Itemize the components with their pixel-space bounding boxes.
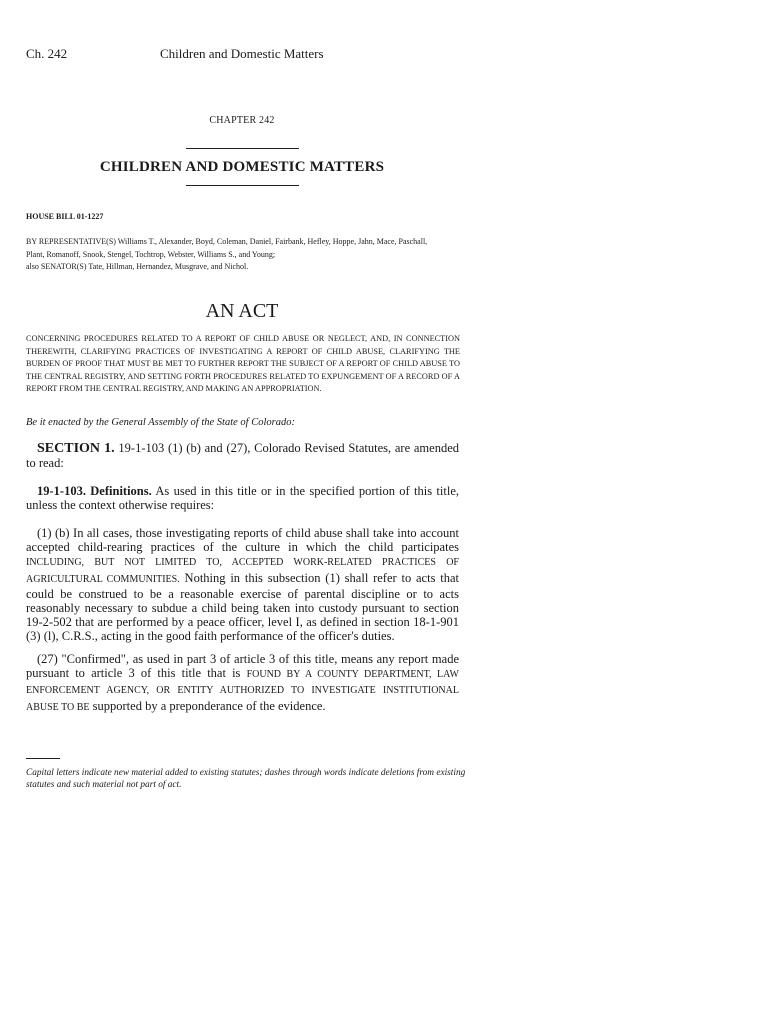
- paragraph-27-text-cont: supported by a preponderance of the evidence.: [89, 698, 326, 713]
- sponsors-block: [26, 236, 466, 274]
- paragraph-1b-text-cont: Nothing in this subsection (1) shall refer to acts that could be construed to be a reasonable exercise of parental discipline or to acts reasonably necessary to subdue a child being taken into custody pursuant to section 19-2-502 that are performed by a peace officer, level I, as defined in section 18-1-901 (3) (l), C.R.S., acting in the good faith performance of the officer's duties.: [26, 570, 459, 644]
- chapter-short: Ch. 242: [26, 46, 68, 61]
- sponsors-line: also SENATOR(S) Tate, Hillman, Hernandez, Musgrave, and Nichol.: [26, 262, 249, 271]
- running-title: Children and Domestic Matters: [160, 46, 324, 61]
- footnote: Capital letters indicate new material added to existing statutes; dashes through words indicate deletions from existing statutes and such material not part of act.: [26, 768, 466, 790]
- bill-number: HOUSE BILL 01-1227: [26, 212, 104, 221]
- definitions-paragraph: [26, 484, 459, 512]
- page-title: CHILDREN AND DOMESTIC MATTERS: [99, 159, 385, 175]
- paragraph-27-new-material: FOUND BY A COUNTY DEPARTMENT, LAW ENFORCEMENT AGENCY, OR ENTITY AUTHORIZED TO INVESTIGATE INSTITUTIONAL ABUSE TO BE: [26, 669, 459, 713]
- enacting-clause: Be it enacted by the General Assembly of the State of Colorado:: [26, 417, 295, 428]
- concerning-clause: CONCERNING PROCEDURES RELATED TO A REPORT OF CHILD ABUSE OR NEGLECT, AND, IN CONNECTION THEREWITH, CLARIFYING PRACTICES OF INVESTIGATING A REPORT OF CHILD ABUSE, CLARIFYING THE BURDEN OF PROOF THAT MUST BE MET TO FURTHER REPORT THE SUBJECT OF A REPORT OF CHILD ABUSE TO THE CENTRAL REGISTRY, AND SETTING FORTH PROCEDURES RELATED TO EXPUNGEMENT OF A RECORD OF A REPORT FROM THE CENTRAL REGISTRY, AND MAKING AN APPROPRIATION.: [26, 334, 460, 393]
- definitions-lead: 19-1-103. Definitions.: [37, 484, 152, 498]
- act-heading: AN ACT: [205, 300, 279, 322]
- sponsors-line: BY REPRESENTATIVE(S) Williams T., Alexander, Boyd, Coleman, Daniel, Fairbank, Hefley, Hoppe, Jahn, Mace, Paschall,: [26, 237, 428, 246]
- definitions-text: As used in this title or in the specified portion of this title, unless the context otherwise requires:: [26, 484, 459, 513]
- sponsors-line: Plant, Romanoff, Snook, Stengel, Tochtrop, Webster, Williams S., and Young;: [26, 249, 276, 259]
- section-1-lead: SECTION 1.: [37, 441, 115, 456]
- title-rule-bottom: [186, 185, 299, 186]
- footnote-rule: [26, 758, 60, 759]
- chapter-label: CHAPTER 242: [209, 115, 275, 126]
- section-1: [26, 441, 459, 470]
- paragraph-27: [26, 652, 459, 715]
- section-1-text: 19-1-103 (1) (b) and (27), Colorado Revised Statutes, are amended to read:: [26, 441, 459, 471]
- paragraph-1b-text: (1) (b) In all cases, those investigating reports of child abuse shall take into account accepted child-rearing practices of the culture in which the child participates: [26, 526, 459, 555]
- paragraph-1b: [26, 526, 459, 644]
- paragraph-27-text: (27) "Confirmed", as used in part 3 of article 3 of this title, means any report made pursuant to article 3 of this title that is: [26, 652, 459, 681]
- title-rule-top: [186, 148, 299, 149]
- paragraph-1b-new-material: INCLUDING, BUT NOT LIMITED TO, ACCEPTED WORK-RELATED PRACTICES OF AGRICULTURAL COMMUNITIES.: [26, 557, 459, 585]
